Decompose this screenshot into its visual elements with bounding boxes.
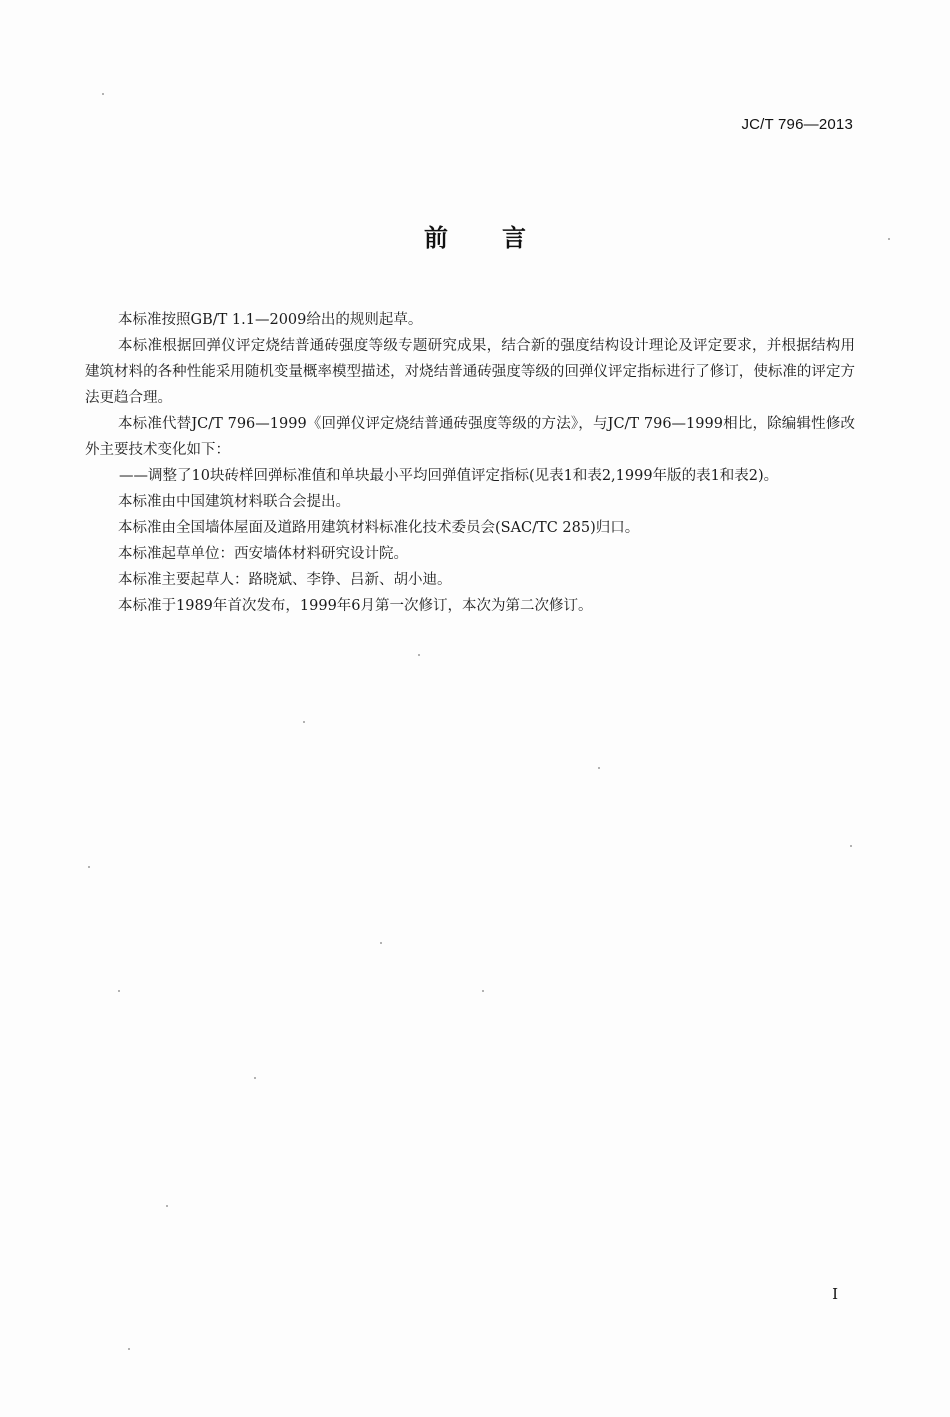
scan-speck [380, 942, 382, 944]
paragraph-drafting-unit: 本标准起草单位：西安墙体材料研究设计院。 [118, 546, 408, 562]
paragraph-replaces: 本标准代替JC/T 796—1999《回弹仪评定烧结普通砖强度等级的方法》，与JC/T 796—1999相比，除编辑性修改外主要技术变化如下： [85, 416, 855, 458]
paragraph-history: 本标准于1989年首次发布，1999年6月第一次修订，本次为第二次修订。 [118, 598, 593, 614]
paragraph-revision-basis: 本标准根据回弹仪评定烧结普通砖强度等级专题研究成果，结合新的强度结构设计理论及评定要求，并根据结构用建筑材料的各种性能采用随机变量概率模型描述，对烧结普通砖强度等级的回弹仪评定指标进行了修订，使标准的评定方法更趋合理。 [85, 338, 855, 406]
paragraph-committee: 本标准由全国墙体屋面及道路用建筑材料标准化技术委员会(SAC/TC 285)归口。 [118, 520, 640, 536]
scan-speck [598, 767, 600, 769]
scan-speck [888, 238, 890, 240]
scan-speck [254, 1077, 256, 1079]
list-item-change: ——调整了10块砖样回弹标准值和单块最小平均回弹值评定指标(见表1和表2,1999年版的表1和表2)。 [119, 468, 779, 484]
paragraph-proposer: 本标准由中国建筑材料联合会提出。 [118, 494, 350, 510]
scan-speck [418, 654, 420, 656]
page-number: I [832, 1285, 838, 1303]
page-title: 前言 [424, 224, 580, 252]
scan-speck [118, 990, 120, 992]
paragraph-drafting-rules: 本标准按照GB/T 1.1—2009给出的规则起草。 [118, 312, 423, 328]
standard-code: JC/T 796—2013 [741, 116, 853, 133]
scan-speck [482, 990, 484, 992]
scan-speck [303, 721, 305, 723]
scan-speck [166, 1205, 168, 1207]
foreword-body [85, 307, 855, 619]
scan-speck [102, 93, 104, 95]
scan-speck [88, 866, 90, 868]
paragraph-drafters: 本标准主要起草人：路晓斌、李铮、吕新、胡小迪。 [118, 572, 452, 588]
scan-speck [128, 1348, 130, 1350]
scan-speck [850, 845, 852, 847]
